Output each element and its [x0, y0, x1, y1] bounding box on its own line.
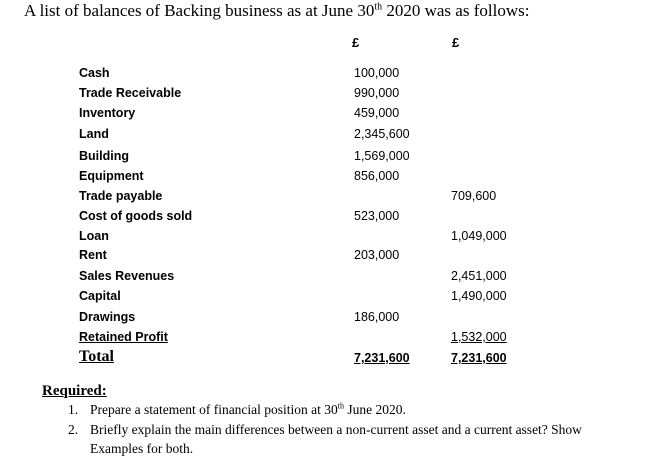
required-heading: Required:	[42, 383, 107, 399]
row-debit-value: 523,000	[354, 209, 400, 223]
question-1-text-main: Prepare a statement of financial position at 30	[90, 402, 338, 417]
row-debit-value: 990,000	[354, 86, 400, 100]
intro-text	[24, 0, 529, 22]
row-label: Drawings	[79, 310, 136, 324]
row-label: Cost of goods sold	[79, 209, 193, 223]
question-1-text	[90, 401, 406, 419]
balance-row-capital	[0, 289, 656, 309]
row-credit-value: 2,451,000	[451, 269, 507, 283]
row-debit-value: 459,000	[354, 106, 400, 120]
row-label: Land	[79, 127, 109, 141]
row-label: Retained Profit	[79, 330, 168, 344]
intro-text-end: 2020 was as follows:	[382, 1, 530, 20]
question-2-number: 2.	[68, 422, 79, 437]
column-header-debit: £	[352, 35, 360, 50]
row-label: Trade payable	[79, 189, 163, 203]
row-label: Building	[79, 149, 129, 163]
question-2-text-line2: Examples for both.	[90, 441, 194, 456]
row-credit-value: 1,532,000	[451, 330, 507, 344]
row-debit-value: 1,569,000	[354, 149, 410, 163]
row-debit-value: 856,000	[354, 169, 400, 183]
row-debit-value: 2,345,600	[354, 127, 410, 141]
question-1-text-end: June 2020.	[344, 402, 406, 417]
row-label: Loan	[79, 229, 109, 243]
total-credit-value: 7,231,600	[451, 351, 507, 365]
balance-row-total	[0, 348, 656, 371]
question-2-text-line1: Briefly explain the main differences between a non-current asset and a current asset? Show	[90, 422, 582, 437]
balance-row-land	[0, 127, 656, 147]
balance-row-retained-profit	[0, 330, 656, 350]
row-credit-value: 1,490,000	[451, 289, 507, 303]
row-label: Sales Revenues	[79, 269, 175, 283]
balance-row-loan	[0, 229, 656, 249]
row-credit-value: 709,600	[451, 189, 497, 203]
question-1-superscript: th	[337, 401, 345, 411]
balance-row-trade-payable	[0, 189, 656, 209]
balance-row-sales-revenues	[0, 269, 656, 289]
row-debit-value: 100,000	[354, 66, 400, 80]
row-debit-value: 203,000	[354, 248, 400, 262]
row-label: Equipment	[79, 169, 144, 183]
row-label: Rent	[79, 248, 107, 262]
balance-row-rent	[0, 248, 656, 268]
row-credit-value: 1,049,000	[451, 229, 507, 243]
row-label: Trade Receivable	[79, 86, 182, 100]
balance-row-drawings	[0, 310, 656, 330]
balance-row-equipment	[0, 169, 656, 189]
row-label: Cash	[79, 66, 110, 80]
question-1-number: 1.	[68, 402, 79, 417]
intro-superscript: th	[374, 1, 383, 13]
balance-row-cost-of-goods-sold	[0, 209, 656, 229]
row-label: Capital	[79, 289, 121, 303]
row-label: Inventory	[79, 106, 136, 120]
column-header-credit: £	[452, 35, 460, 50]
row-debit-value: 186,000	[354, 310, 400, 324]
total-label: Total	[79, 348, 114, 365]
balance-row-cash	[0, 66, 656, 86]
balance-row-trade-receivable	[0, 86, 656, 106]
balance-row-building	[0, 149, 656, 169]
total-debit-value: 7,231,600	[354, 351, 410, 365]
intro-text-main: A list of balances of Backing business as at June 30	[24, 1, 375, 20]
balance-row-inventory	[0, 106, 656, 126]
